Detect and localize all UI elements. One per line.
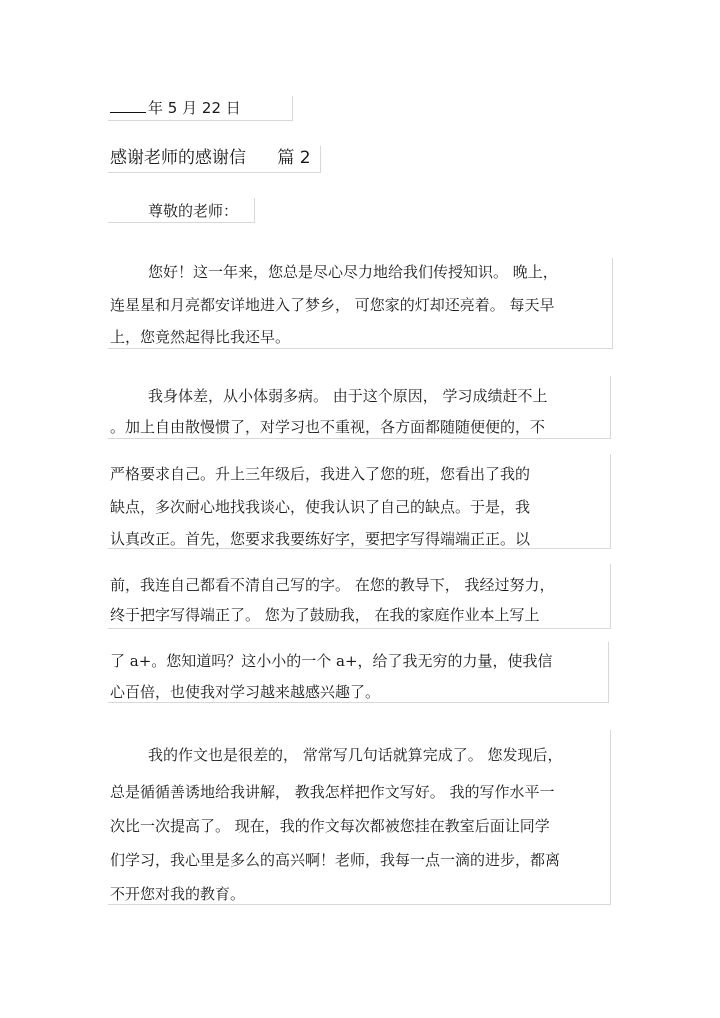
body-line: 们学习，我心里是多么的高兴啊！老师，我每一点一滴的进步，都离 (110, 851, 561, 869)
body-line: 连星星和月亮都安详地进入了梦乡， 可您家的灯却还亮着。 每天早 (110, 296, 555, 314)
body-line: 总是循循善诱地给我讲解， 教我怎样把作文写好。 我的写作水平一 (110, 783, 555, 801)
document-title (110, 148, 311, 168)
body-line: 您好！这一年来，您总是尽心尽力地给我们传授知识。 晚上， (148, 263, 558, 281)
salutation: 尊敬的老师： (148, 202, 239, 220)
month-value: 5 (167, 99, 178, 117)
body-line: 我的作文也是很差的， 常常写几句话就算完成了。 您发现后， (148, 746, 563, 764)
body-line: 严格要求自己。升上三年级后，我进入了您的班，您看出了我的 (110, 465, 531, 483)
day-value: 22 (201, 99, 222, 117)
blank-underline (110, 98, 146, 113)
date-line (110, 98, 241, 118)
title-text: 感谢老师的感谢信 (110, 148, 246, 168)
body-line: 心百倍，也使我对学习越来越感兴趣了。 (110, 683, 381, 701)
body-line: 了 a+。您知道吗？这小小的一个 a+，给了我无穷的力量，使我信 (110, 652, 553, 670)
body-line: 。加上自由散慢惯了，对学习也不重视，各方面都随随便便的，不 (110, 418, 546, 436)
body-line: 我身体差，从小体弱多病。 由于这个原因， 学习成绩赶不上 (148, 387, 548, 405)
year-label: 年 (148, 99, 164, 117)
month-label: 月 (182, 99, 198, 117)
body-line: 认真改正。首先，您要求我要练好字，要把字写得端端正正。以 (110, 530, 531, 548)
body-line: 上，您竟然起得比我还早。 (110, 328, 291, 346)
body-line: 终于把字写得端正了。 您为了鼓励我， 在我的家庭作业本上写上 (110, 606, 540, 624)
body-line: 不开您对我的教育。 (110, 885, 246, 903)
title-number: 篇 2 (277, 148, 311, 168)
body-line: 前，我连自己都看不清自己写的字。 在您的教导下， 我经过努力， (110, 576, 555, 594)
body-line: 缺点，多次耐心地找我谈心，使我认识了自己的缺点。于是，我 (110, 498, 531, 516)
body-line: 次比一次提高了。 现在，我的作文每次都被您挂在教室后面让同学 (110, 817, 550, 835)
day-label: 日 (225, 99, 241, 117)
